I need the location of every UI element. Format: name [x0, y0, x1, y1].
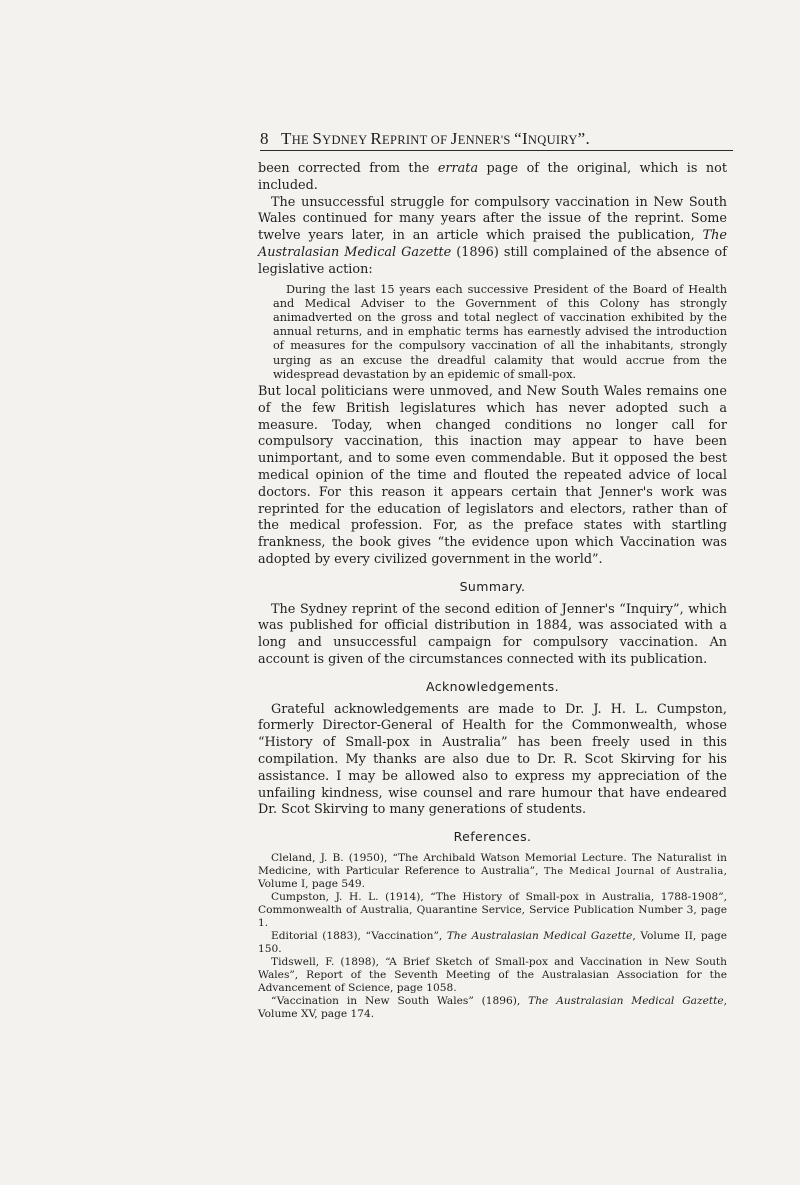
summary-text: The Sydney reprint of the second edition of Jenner's “Inquiry”, which was published for official distribution in 1884, was associated with a long and unsuccessful campaign for compulsory vaccination. An account is given of the circumstances connected with its publication.: [258, 601, 727, 667]
paragraph: The unsuccessful struggle for compulsory vaccination in New South Wales continued for many years after the issue of the reprint. Some twelve years later, in an article which praised the publication, The Australasian Medical Gazette (1896) still complained of the absence of legislative action:: [258, 194, 727, 277]
summary-heading: Summary.: [459, 578, 526, 594]
reference-item: Cumpston, J. H. L. (1914), “The History of Small-pox in Australia, 1788-1908”, Commonwealth of Australia, Quarantine Service, Service Publication Number 3, page 1.: [258, 890, 727, 929]
reference-item: Editorial (1883), “Vaccination”, The Australasian Medical Gazette, Volume II, page 150.: [258, 929, 728, 955]
acknowledgements-heading: Acknowledgements.: [426, 678, 559, 694]
reference-item: “Vaccination in New South Wales” (1896), The Australasian Medical Gazette, Volume XV, page 174.: [258, 994, 727, 1020]
paragraph: been corrected from the errata page of the original, which is not included.: [258, 161, 727, 193]
block-quote: During the last 15 years each successive President of the Board of Health and Medical Adviser to the Government of this Colony has strongly animadverted on the gross and total neglect of vaccination exhibited by the annual returns, and in emphatic terms has earnestly advised the introduction of measures for the compulsory vaccination of all the inhabitants, strongly urging as an excuse the dreadful calamity that would accrue from the widespread devastation by an epidemic of small-pox.: [273, 282, 727, 381]
acknowledgements-text: Grateful acknowledgements are made to Dr. J. H. L. Cumpston, formerly Director-General of Health for the Commonwealth, whose “History of Small-pox in Australia” has been freely used in this compilation. My thanks are also due to Dr. R. Scot Skirving for his assistance. I may be allowed also to express my appreciation of the unfailing kindness, wise counsel and rare humour that have endeared Dr. Scot Skirving to many generations of students.: [258, 701, 727, 818]
page-number: 8: [260, 129, 269, 148]
references-heading: References.: [453, 829, 532, 845]
running-title: THE SYDNEY REPRINT OF JENNER'S “INQUIRY”.: [281, 129, 591, 148]
reference-item: Tidswell, F. (1898), “A Brief Sketch of Small-pox and Vaccination in New South Wales”, Report of the Seventh Meeting of the Australasian Association for the Advancement of Science, page 1058.: [258, 955, 727, 994]
paragraph: But local politicians were unmoved, and New South Wales remains one of the few British legislatures which has never adopted such a measure. Today, when changed conditions no longer call for compulsory vaccination, this inaction may appear to have been unimportant, and to some even commendable. But it opposed the best medical opinion of the time and flouted the repeated advice of local doctors. For this reason it appears certain that Jenner's work was reprinted for the education of legislators and electors, rather than of the medical profession. For, as the preface states with startling frankness, the book gives “the evidence upon which Vaccination was adopted by every civilized government in the world”.: [258, 384, 727, 567]
header-rule: [260, 150, 733, 151]
body-text: [258, 161, 727, 1021]
reference-item: Cleland, J. B. (1950), “The Archibald Watson Memorial Lecture. The Naturalist in Medicine, with Particular Reference to Australia”, The Medical Journal of Australia, Volume I, page 549.: [258, 851, 727, 890]
reference-list: [258, 852, 727, 1021]
